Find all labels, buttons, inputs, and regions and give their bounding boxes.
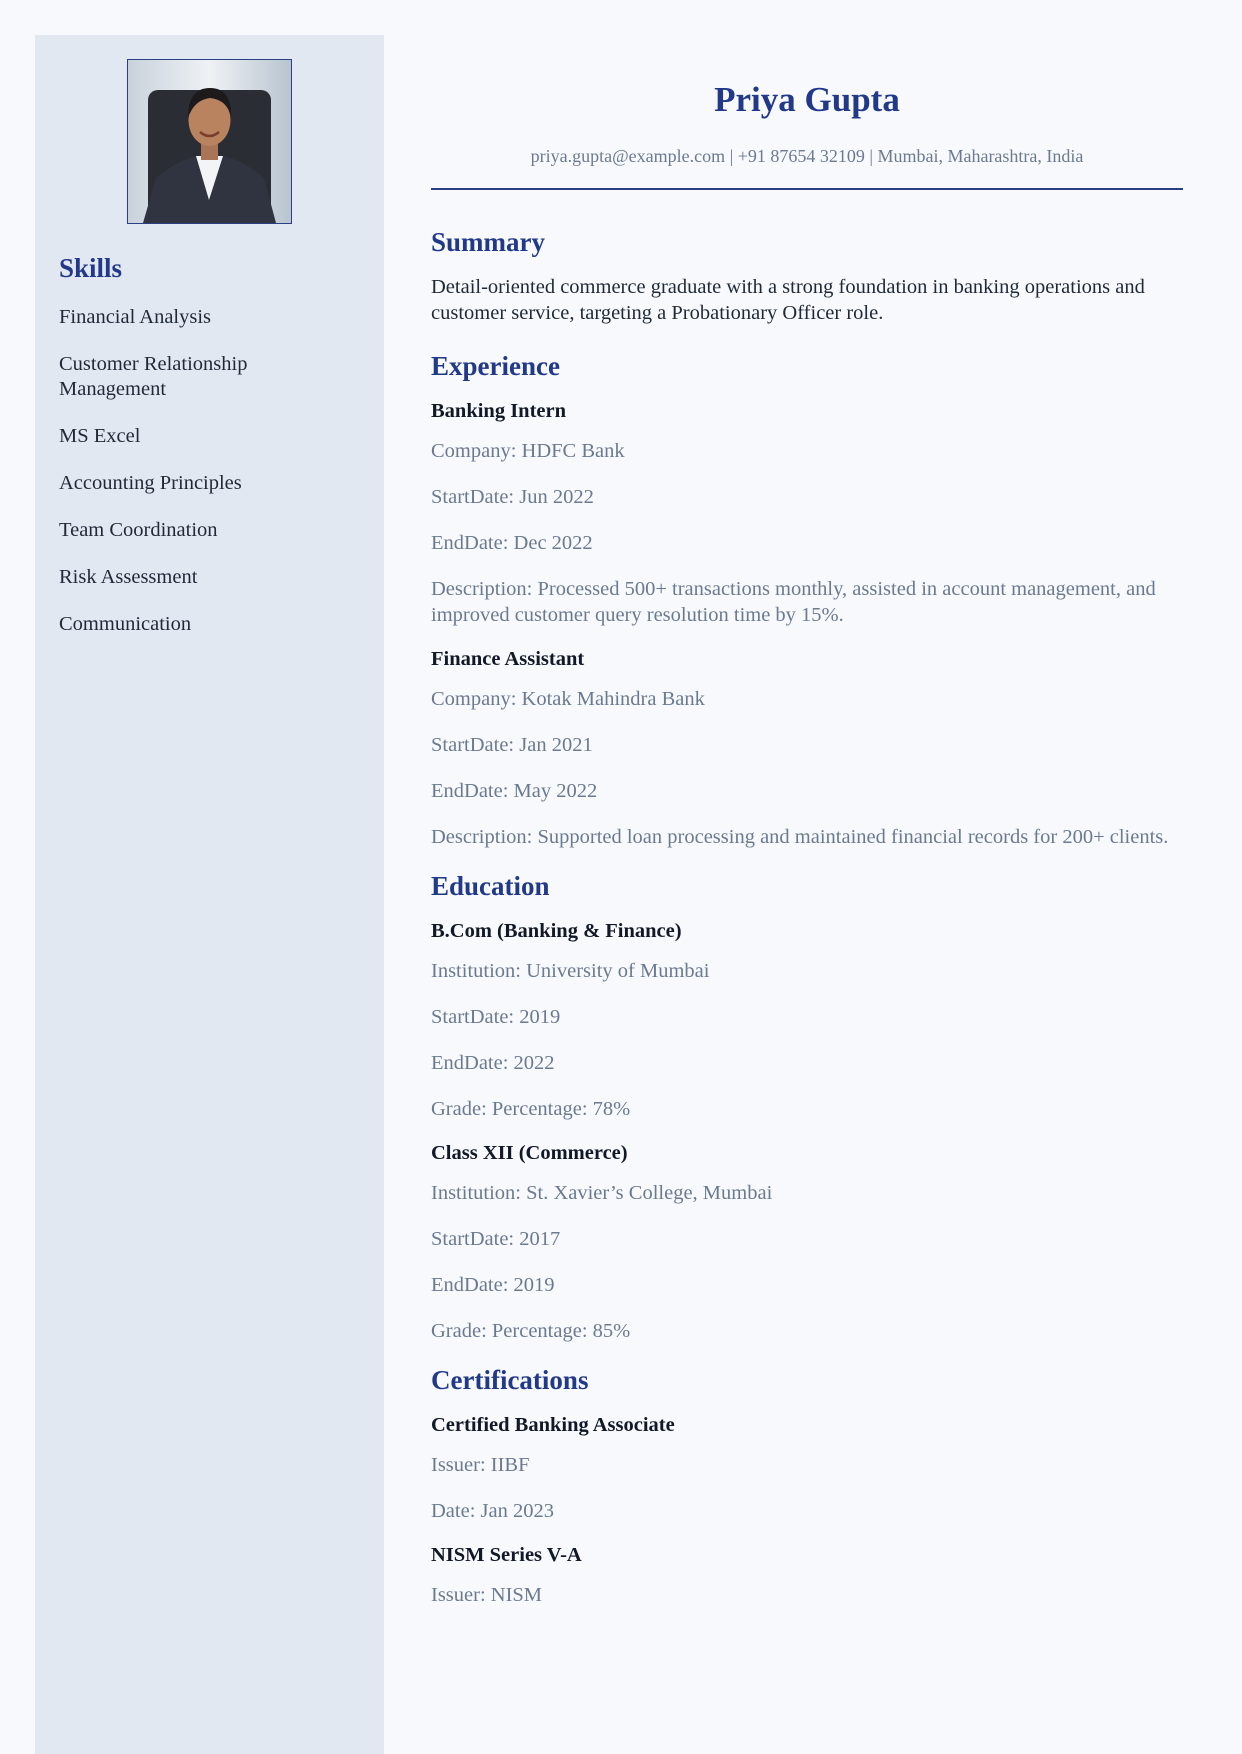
summary-section (431, 224, 1183, 326)
education-section (431, 868, 1183, 1344)
education-entry (431, 1140, 1183, 1344)
certification-date: Date: Jan 2023 (431, 1500, 554, 1522)
skill-item: Communication (59, 613, 192, 635)
certification-name: NISM Series V-A (431, 1544, 582, 1566)
education-entry (431, 918, 1183, 1122)
job-end-date: EndDate: Dec 2022 (431, 532, 593, 554)
skills-list (59, 305, 359, 659)
job-start-date: StartDate: Jun 2022 (431, 486, 594, 508)
profile-photo (127, 59, 292, 224)
job-description: Description: Supported loan processing and maintained financial records for 200+ clients. (431, 826, 1169, 848)
candidate-name: Priya Gupta (714, 80, 900, 119)
job-end-date: EndDate: May 2022 (431, 780, 598, 802)
certification-name: Certified Banking Associate (431, 1414, 675, 1436)
skill-item: Team Coordination (59, 519, 218, 541)
job-company: Company: HDFC Bank (431, 440, 625, 462)
education-grade: Grade: Percentage: 78% (431, 1098, 631, 1120)
job-start-date: StartDate: Jan 2021 (431, 734, 593, 756)
degree-title: B.Com (Banking & Finance) (431, 920, 682, 942)
experience-section (431, 348, 1183, 850)
certification-issuer: Issuer: NISM (431, 1584, 543, 1606)
education-institution: Institution: University of Mumbai (431, 960, 710, 982)
education-end-date: EndDate: 2022 (431, 1052, 555, 1074)
education-grade: Grade: Percentage: 85% (431, 1320, 631, 1342)
resume-body (431, 224, 1183, 1628)
education-institution: Institution: St. Xavier’s College, Mumbai (431, 1182, 773, 1204)
profile-photo-illustration (128, 60, 291, 223)
skill-item: Financial Analysis (59, 306, 212, 328)
experience-entry (431, 398, 1183, 628)
experience-heading: Experience (431, 351, 560, 381)
summary-heading: Summary (431, 227, 545, 257)
degree-title: Class XII (Commerce) (431, 1142, 628, 1164)
certifications-heading: Certifications (431, 1365, 589, 1395)
skill-item: Risk Assessment (59, 566, 198, 588)
contact-line: priya.gupta@example.com | +91 87654 32109 | Mumbai, Maharashtra, India (530, 146, 1084, 166)
sidebar (35, 35, 384, 1754)
job-description: Description: Processed 500+ transactions monthly, assisted in account management, and improved customer query resolution time by 15%. (431, 578, 1156, 626)
experience-entry (431, 646, 1183, 850)
education-start-date: StartDate: 2017 (431, 1228, 561, 1250)
education-start-date: StartDate: 2019 (431, 1006, 561, 1028)
certifications-section (431, 1362, 1183, 1608)
certification-entry (431, 1542, 1183, 1608)
summary-text: Detail-oriented commerce graduate with a strong foundation in banking operations and customer service, targeting a Probationary Officer role. (431, 276, 1145, 324)
skill-item: Accounting Principles (59, 472, 242, 494)
certification-entry (431, 1412, 1183, 1524)
skill-item: Customer Relationship Management (59, 353, 248, 400)
job-title: Finance Assistant (431, 648, 585, 670)
education-heading: Education (431, 871, 550, 901)
job-title: Banking Intern (431, 400, 567, 422)
certification-issuer: Issuer: IIBF (431, 1454, 530, 1476)
education-end-date: EndDate: 2019 (431, 1274, 555, 1296)
header-divider (431, 188, 1183, 190)
skill-item: MS Excel (59, 425, 141, 447)
skills-heading: Skills (59, 253, 123, 283)
job-company: Company: Kotak Mahindra Bank (431, 688, 705, 710)
